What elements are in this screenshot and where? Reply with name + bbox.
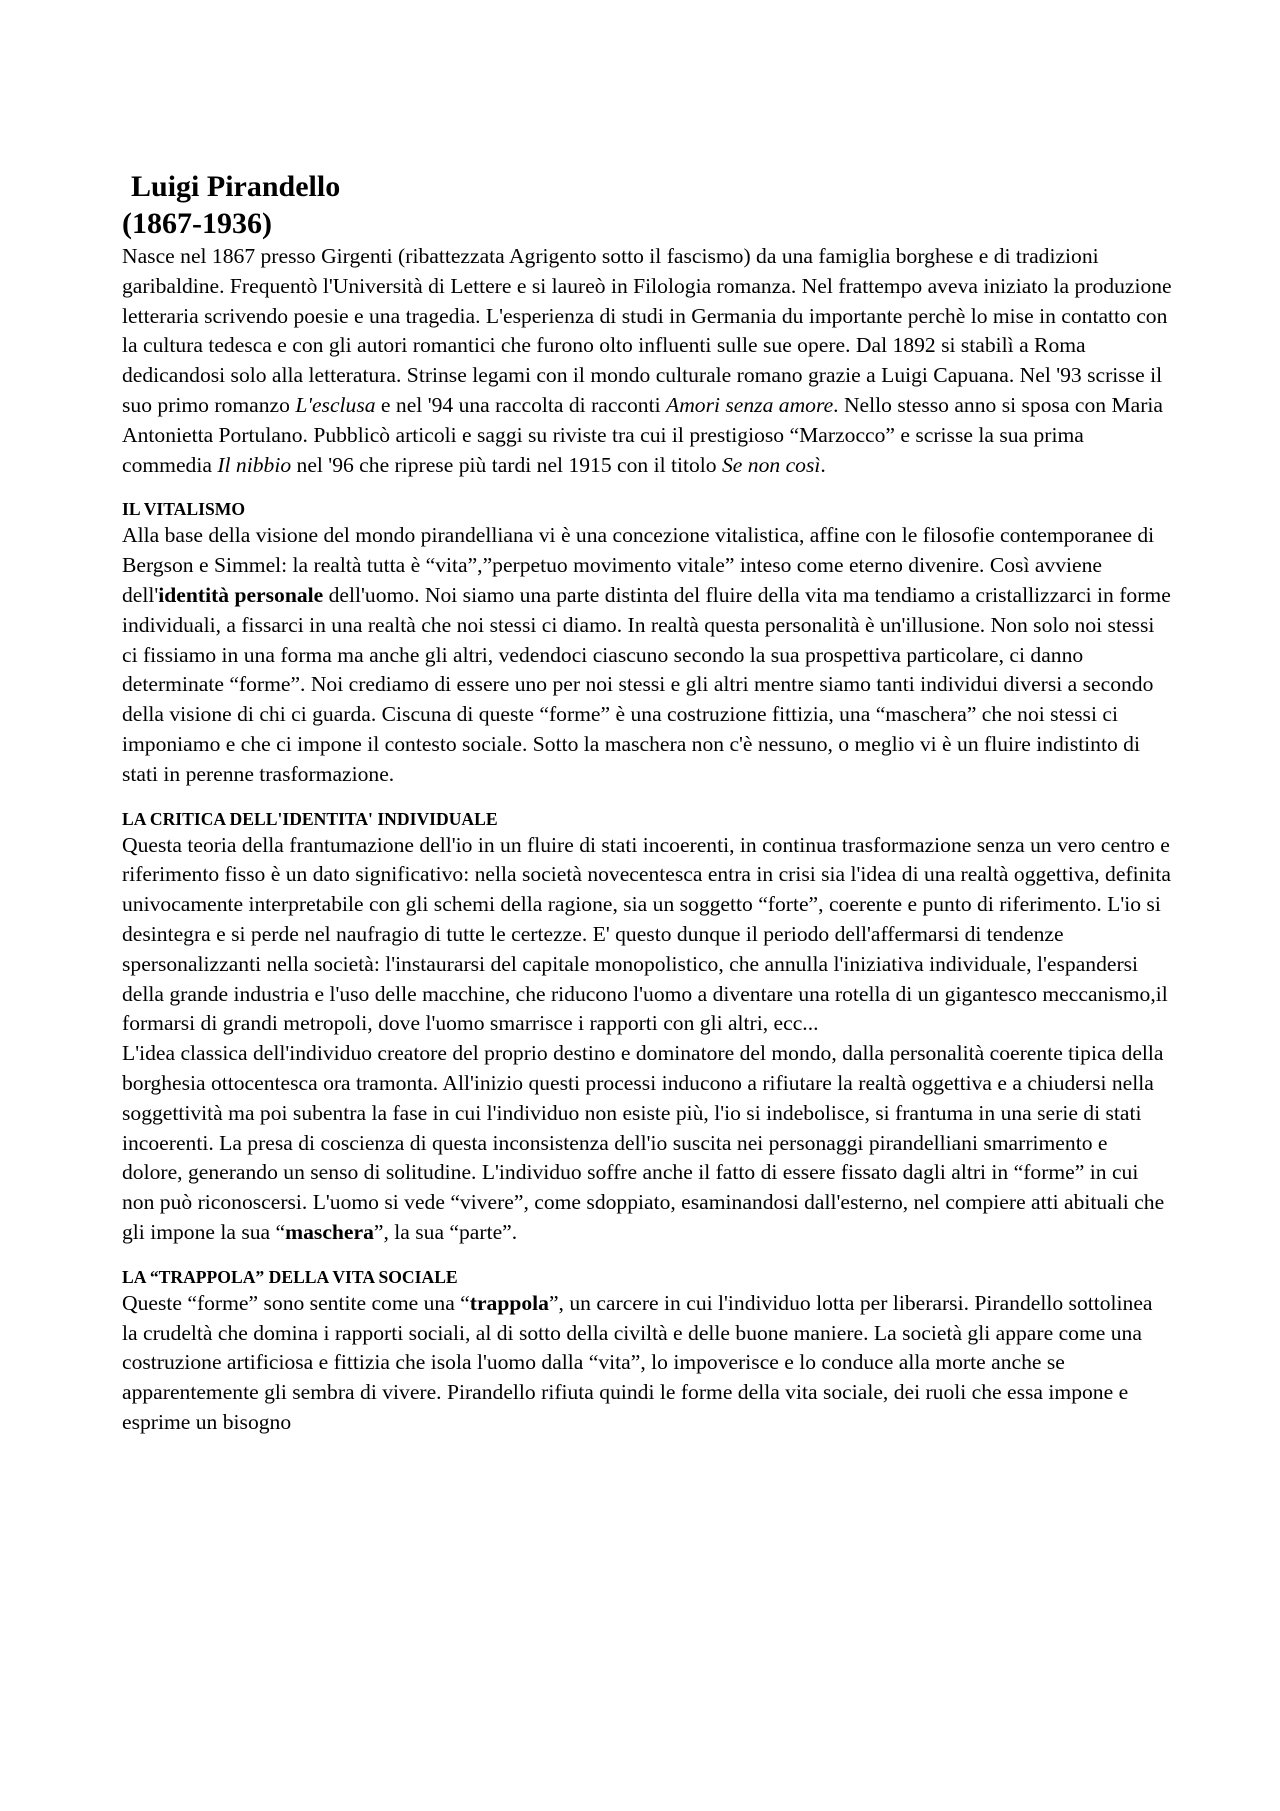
section-heading-trappola: LA “TRAPPOLA” DELLA VITA SOCIALE [122,1266,458,1287]
author-dates: (1867-1936) [122,207,272,240]
text-run: dell'uomo. Noi siamo una parte distinta del fluire della vita ma tendiamo a cristallizzarci in forme individuali, a fissarci in una realtà che noi stessi ci diamo. In realtà questa personalità è un'illusione. Non solo noi stessi ci fissiamo in una forma ma anche gli altri, vedendoci ciascuno secondo la sua prospettiva particolare, ci danno determinate “forme”. Noi crediamo di essere uno per noi stessi e gli altri mentre siamo tanti individui diversi a secondo della visione di chi ci guarda. Ciscuna di queste “forme” è una costruzione fittizia, una “maschera” che noi stessi ci imponiamo e che ci impone il contesto sociale. Sotto la maschera non c'è nessuno, o meglio vi è un fluire indistinto di stati in perenne trasformazione. [122,582,1171,786]
text-run: ”, un carcere in cui l'individuo lotta per liberarsi. Pirandello sottolinea la crudeltà che domina i rapporti sociali, al di sotto della civiltà e delle buone maniere. La società gli appare come una costruzione artificiosa e fittizia che isola l'uomo dalla “vita”, lo impoverisce e lo conduce alla morte anche se apparentemente gli sembra di vivere. Pirandello rifiuta quindi le forme della vita sociale, dei ruoli che essa impone e esprime un bisogno [122,1290,1153,1434]
text-run: . Nello stesso anno si sposa con Maria Antonietta Portulano. Pubblicò articoli e saggi su riviste tra cui il prestigioso “Marzocco” e scrisse la sua prima commedia [122,392,1164,477]
document-title [122,168,1172,242]
text-run: L'idea classica dell'individuo creatore del proprio destino e dominatore del mondo, dalla personalità coerente tipica della borghesia ottocentesca ora tramonta. All'inizio questi processi inducono a rifiutare la realtà oggettiva e a chiudersi nella soggettività ma poi subentra la fase in cui l'individuo non esiste più, l'io si indebolisce, si frantuma in una serie di stati incoerenti. La presa di coscienza di questa inconsistenza dell'io suscita nei personaggi pirandelliani smarrimento e dolore, generando un senso di solitudine. L'individuo soffre anche il fatto di essere fissato dagli altri in “forme” in cui non può riconoscersi. L'uomo si vede “vivere”, come sdoppiato, esaminandosi dall'esterno, nel compiere atti abituali che gli impone la sua “ [122,1041,1165,1244]
bold-term: maschera [285,1219,374,1244]
text-run: e nel '94 una raccolta di racconti [375,392,667,417]
work-title: Se non così [722,452,821,477]
bold-term: trappola [469,1290,549,1315]
text-run: . [820,452,826,477]
bold-term: identità personale [158,582,324,607]
critica-paragraph-1: Questa teoria della frantumazione dell'io in un fluire di stati incoerenti, in continua trasformazione senza un vero centro e riferimento fisso è un dato significativo: nella società novecentesca entra in crisi sia l'idea di una realtà oggettiva, definita univocamente interpretabile con gli schemi della ragione, sia un soggetto “forte”, coerente e punto di riferimento. L'io si desintegra e si perde nel naufragio di tutte le certezze. E' questo dunque il periodo dell'affermarsi di tendenze spersonalizzanti nella società: l'instaurarsi del capitale monopolistico, che annulla l'iniziativa individuale, l'espandersi della grande industria e l'uso delle macchine, che riducono l'uomo a diventare una rotella di un gigantesco meccanismo,il formarsi di grandi metropoli, dove l'uomo smarrisce i rapporti con gli altri, ecc... [122,832,1172,1036]
work-title: Amori senza amore [666,392,834,417]
document-page [122,168,1172,1438]
text-run: Alla base della visione del mondo pirandelliana vi è una concezione vitalistica, affine con le filosofie contemporanee di Bergson e Simmel: la realtà tutta è “vita”,”perpetuo movimento vitale” inteso come eterno divenire. Così avviene dell' [122,523,1155,607]
author-name: Luigi Pirandello [131,170,341,203]
section-heading-vitalismo: IL VITALISMO [122,499,246,520]
section-heading-critica: LA CRITICA DELL'IDENTITA' INDIVIDUALE [122,808,498,829]
text-run: nel '96 che riprese più tardi nel 1915 con il titolo [291,452,722,477]
trappola-paragraph [122,1289,1172,1438]
text-run: ”, la sua “parte”. [373,1219,518,1244]
intro-paragraph [122,242,1172,480]
text-run: Nasce nel 1867 presso Girgenti (ribattezzata Agrigento sotto il fascismo) da una famiglia borghese e di tradizioni garibaldine. Frequentò l'Università di Lettere e si laureò in Filologia romanza. Nel frattempo aveva iniziato la produzione letteraria scrivendo poesie e una tragedia. L'esperienza di studi in Germania du importante perchè lo mise in contatto con la cultura tedesca e con gli autori romantici che furono olto influenti sulle sue opere. Dal 1892 si stabilì a Roma dedicandosi solo alla letteratura. Strinse legami con il mondo culturale romano grazie a Luigi Capuana. Nel '93 scrisse il suo primo romanzo [122,244,1172,417]
work-title: L'esclusa [295,392,376,417]
critica-paragraph-2 [122,1039,1172,1248]
work-title: Il nibbio [217,452,292,477]
vitalismo-paragraph [122,521,1172,789]
text-run: Queste “forme” sono sentite come una “ [122,1290,470,1315]
